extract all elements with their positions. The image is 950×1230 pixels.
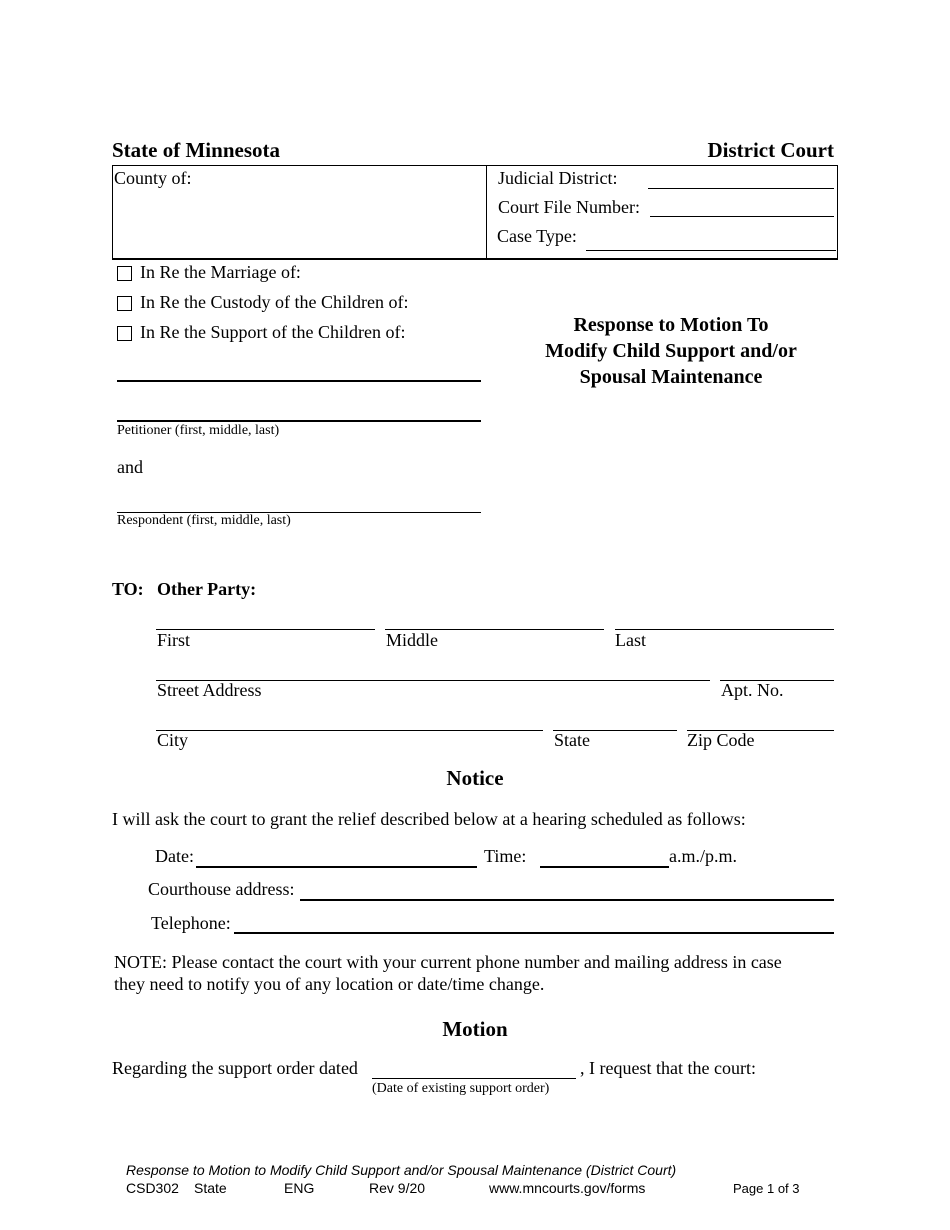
- court-file-number-field[interactable]: [650, 216, 834, 217]
- ampm-label: a.m./p.m.: [669, 846, 737, 866]
- case-name-field[interactable]: [117, 380, 481, 382]
- court-file-number-label: Court File Number:: [498, 197, 640, 217]
- zip-code-label: Zip Code: [687, 730, 755, 750]
- case-type-label: Case Type:: [497, 226, 577, 246]
- respondent-label: Respondent (first, middle, last): [117, 513, 291, 528]
- regarding-label: Regarding the support order dated: [112, 1058, 358, 1078]
- county-label: County of:: [114, 168, 192, 188]
- caption-box: [112, 165, 838, 260]
- judicial-district-field[interactable]: [648, 188, 834, 189]
- motion-heading: Motion: [442, 1017, 508, 1041]
- custody-option-label: In Re the Custody of the Children of:: [140, 292, 409, 312]
- hearing-time-field[interactable]: [540, 866, 669, 868]
- marriage-checkbox[interactable]: [117, 266, 132, 281]
- footer-revision: Rev 9/20: [369, 1180, 426, 1196]
- notice-heading: Notice: [446, 766, 504, 790]
- footer-form-title: Response to Motion to Modify Child Support and/or Spousal Maintenance (District Court): [126, 1162, 677, 1178]
- footer-website[interactable]: www.mncourts.gov/forms: [489, 1180, 646, 1196]
- middle-label: Middle: [386, 630, 438, 650]
- courthouse-address-field[interactable]: [300, 899, 834, 901]
- city-label: City: [157, 730, 189, 750]
- case-type-field[interactable]: [586, 250, 836, 251]
- hearing-date-field[interactable]: [196, 866, 477, 868]
- last-label: Last: [615, 630, 646, 650]
- state-label: State: [554, 730, 590, 750]
- form-title: [506, 312, 836, 390]
- notice-intro: I will ask the court to grant the relief described below at a hearing scheduled as follows:: [112, 809, 746, 829]
- first-label: First: [157, 630, 191, 650]
- other-party-label: Other Party:: [157, 579, 257, 599]
- form-title-line3: Spousal Maintenance: [579, 366, 763, 388]
- time-label: Time:: [484, 846, 527, 866]
- footer-form-code: CSD302: [126, 1180, 179, 1196]
- judicial-district-label: Judicial District:: [498, 168, 618, 188]
- note-line1: NOTE: Please contact the court with your current phone number and mailing address in case: [114, 952, 782, 972]
- support-order-date-caption: (Date of existing support order): [372, 1081, 550, 1096]
- and-label: and: [117, 457, 143, 477]
- city-field[interactable]: [156, 730, 543, 731]
- to-label: TO:: [112, 579, 144, 599]
- marriage-option-label: In Re the Marriage of:: [140, 262, 301, 282]
- apt-no-label: Apt. No.: [721, 680, 784, 700]
- support-checkbox[interactable]: [117, 326, 132, 341]
- last-name-field[interactable]: [615, 629, 834, 630]
- request-label: , I request that the court:: [580, 1058, 756, 1078]
- footer-page-number: Page 1 of 3: [733, 1181, 800, 1196]
- note-line2: they need to notify you of any location or date/time change.: [114, 974, 545, 994]
- support-order-date-field[interactable]: [372, 1078, 576, 1079]
- telephone-label: Telephone:: [151, 913, 231, 933]
- courthouse-address-label: Courthouse address:: [148, 879, 295, 899]
- petitioner-field[interactable]: [117, 420, 481, 422]
- support-option-label: In Re the Support of the Children of:: [140, 322, 406, 342]
- state-heading: State of Minnesota: [112, 138, 280, 162]
- footer-jurisdiction: State: [194, 1180, 227, 1196]
- form-title-line1: Response to Motion To: [573, 314, 769, 336]
- date-label: Date:: [155, 846, 194, 866]
- petitioner-label: Petitioner (first, middle, last): [117, 423, 280, 438]
- form-title-line2: Modify Child Support and/or: [545, 340, 797, 362]
- court-heading: District Court: [707, 138, 834, 162]
- street-address-label: Street Address: [157, 680, 262, 700]
- telephone-field[interactable]: [234, 932, 834, 934]
- caption-divider: [486, 165, 487, 259]
- footer-language: ENG: [284, 1180, 315, 1196]
- custody-checkbox[interactable]: [117, 296, 132, 311]
